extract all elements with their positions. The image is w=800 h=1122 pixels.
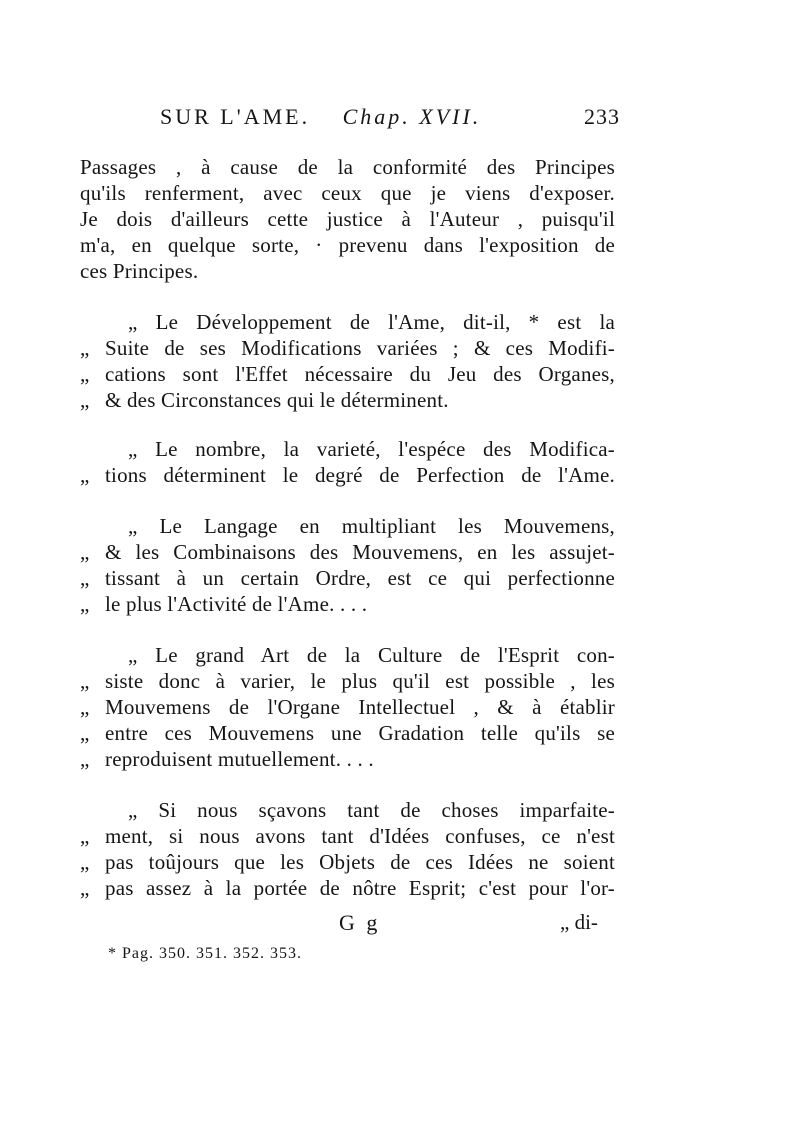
text-line: tions déterminent le degré de Perfection de l'Ame.	[105, 463, 615, 487]
text-line: „ Le nombre, la varieté, l'espéce des Modifica-	[128, 437, 615, 461]
quote-mark: „	[80, 592, 90, 616]
text-line: pas assez à la portée de nôtre Esprit; c'est pour l'or-	[105, 876, 615, 900]
quote-mark: „	[80, 362, 90, 386]
quote-mark: „	[80, 566, 90, 590]
quote-mark: „	[80, 747, 90, 771]
text-line: pas toûjours que les Objets de ces Idées ne soient	[105, 850, 615, 874]
text-line: Mouvemens de l'Organe Intellectuel , & à établir	[105, 695, 615, 719]
chapter-label: Chap. XVII.	[342, 104, 482, 129]
signature-mark: G g	[339, 910, 381, 935]
text-line: & des Circonstances qui le déterminent.	[105, 388, 449, 412]
quote-mark: „	[80, 540, 90, 564]
text-line: cations sont l'Effet nécessaire du Jeu des Organes,	[105, 362, 615, 386]
text-line: „ Le Langage en multipliant les Mouvemens,	[128, 514, 615, 538]
text-line: entre ces Mouvemens une Gradation telle qu'ils se	[105, 721, 615, 745]
catchword: „ di-	[560, 910, 598, 934]
text-line: reproduisent mutuellement. . . .	[105, 747, 374, 771]
running-title: SUR L'AME.	[160, 104, 311, 129]
quote-mark: „	[80, 463, 90, 487]
text-line: Passages , à cause de la conformité des Principes	[80, 155, 615, 179]
text-line: „ Le Développement de l'Ame, dit-il, * est la	[128, 310, 615, 334]
text-line: tissant à un certain Ordre, est ce qui perfectionne	[105, 566, 615, 590]
text-line: qu'ils renferment, avec ceux que je viens d'exposer.	[80, 181, 615, 205]
quote-mark: „	[80, 336, 90, 360]
quote-mark: „	[80, 388, 90, 412]
text-line: m'a, en quelque sorte, · prevenu dans l'exposition de	[80, 233, 615, 257]
running-header	[160, 104, 620, 130]
text-line: „ Le grand Art de la Culture de l'Esprit con-	[128, 643, 615, 667]
quote-mark: „	[80, 695, 90, 719]
text-line: & les Combinaisons des Mouvemens, en les assujet-	[105, 540, 615, 564]
quote-mark: „	[80, 669, 90, 693]
text-line: „ Si nous sçavons tant de choses imparfaite-	[128, 798, 615, 822]
text-line: le plus l'Activité de l'Ame. . . .	[105, 592, 368, 616]
quote-mark: „	[80, 876, 90, 900]
text-line: ment, si nous avons tant d'Idées confuses, ce n'est	[105, 824, 615, 848]
quote-mark: „	[80, 850, 90, 874]
page-number: 233	[584, 104, 620, 129]
quote-mark: „	[80, 824, 90, 848]
text-line: ces Principes.	[80, 259, 199, 283]
quote-mark: „	[80, 721, 90, 745]
footnote: * Pag. 350. 351. 352. 353.	[108, 945, 302, 962]
text-line: Suite de ses Modifications variées ; & ces Modifi-	[105, 336, 615, 360]
text-line: Je dois d'ailleurs cette justice à l'Auteur , puisqu'il	[80, 207, 615, 231]
text-line: siste donc à varier, le plus qu'il est possible , les	[105, 669, 615, 693]
